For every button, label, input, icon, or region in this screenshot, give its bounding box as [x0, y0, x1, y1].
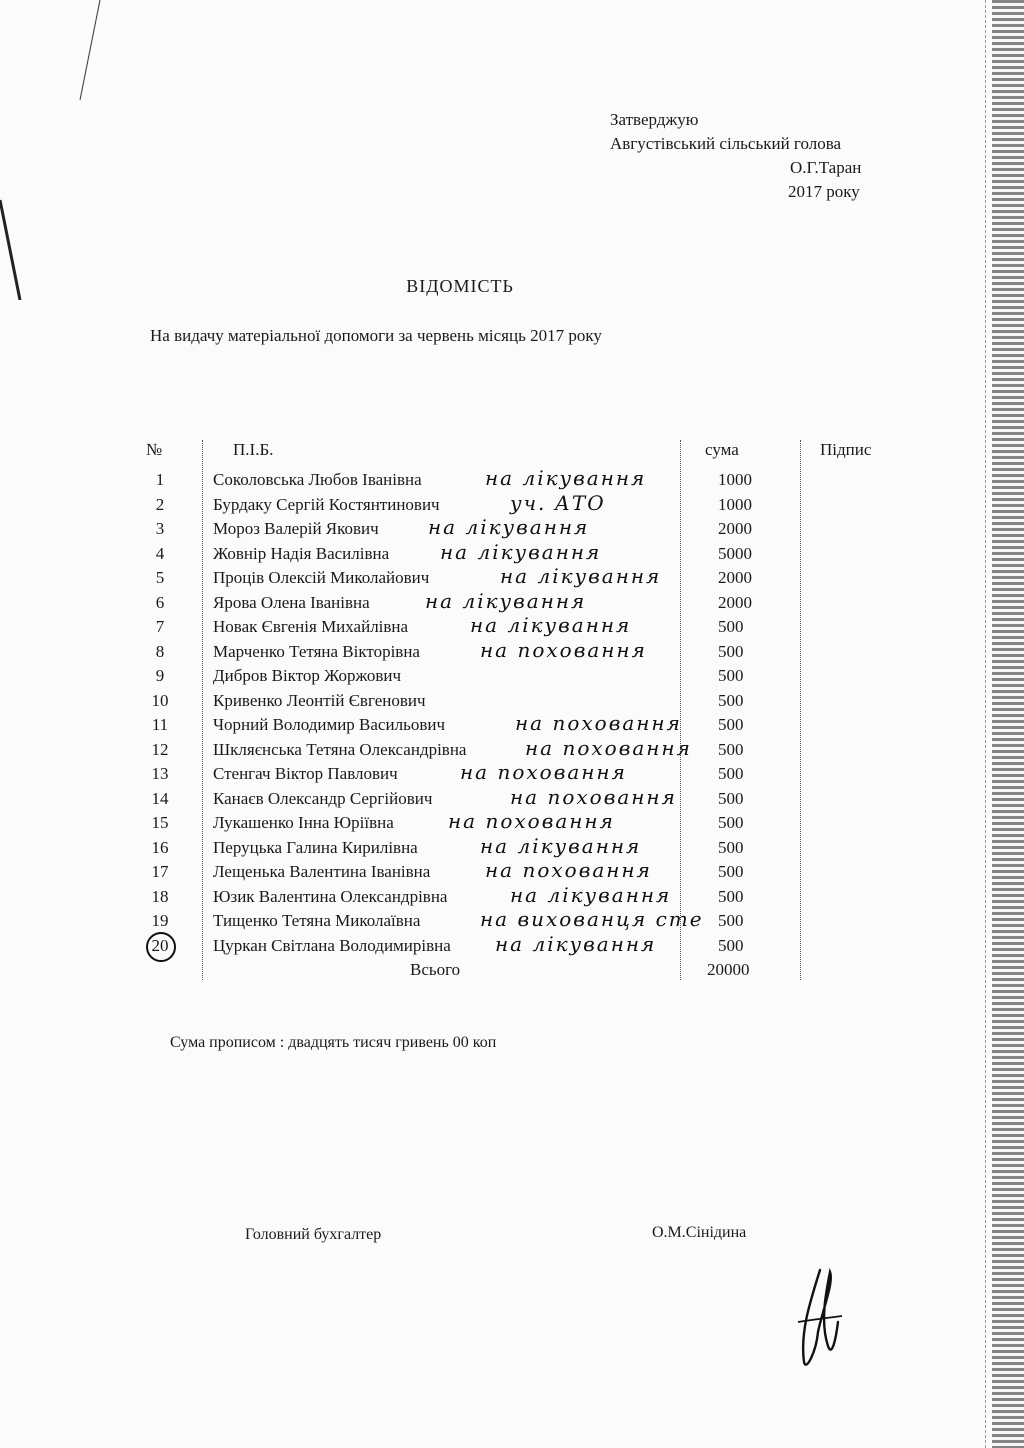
sum-in-words: Сума прописом : двадцять тисяч гривень 00 коп — [170, 1034, 497, 1051]
row-number: 9 — [155, 666, 165, 685]
row-name: Бурдаку Сергій Костянтинович — [213, 494, 440, 514]
row-handwritten-note: на вихованця сте — [480, 907, 704, 931]
row-handwritten-note: на поховання — [510, 784, 677, 809]
row-handwritten-note: на поховання — [448, 809, 615, 833]
row-handwritten-note: на лікування — [440, 539, 602, 564]
scan-edge-line — [985, 0, 988, 1448]
row-number: 13 — [151, 764, 169, 783]
table-row — [140, 666, 900, 690]
row-name: Мороз Валерій Якович — [213, 519, 379, 538]
row-sum: 500 — [718, 617, 744, 636]
row-handwritten-note: на поховання — [525, 735, 692, 760]
row-sum: 500 — [718, 837, 744, 857]
row-name: Дибров Віктор Жоржович — [213, 666, 402, 685]
row-number: 2 — [155, 494, 165, 514]
row-number: 6 — [155, 592, 165, 612]
row-sum: 2000 — [718, 592, 752, 612]
row-sum: 500 — [718, 788, 744, 808]
row-handwritten-note: на лікування — [495, 931, 657, 956]
row-name: Ярова Олена Іванівна — [213, 592, 370, 612]
table-row — [140, 931, 900, 960]
row-sum: 500 — [718, 715, 744, 734]
row-sum: 500 — [718, 690, 744, 710]
row-number: 17 — [151, 862, 169, 881]
row-handwritten-note: на лікування — [428, 515, 590, 539]
row-number: 4 — [155, 543, 165, 563]
total-label: Всього — [410, 960, 461, 979]
row-name: Лещенька Валентина Іванівна — [213, 862, 431, 881]
approval-line-2: Августівський сільський голова — [610, 134, 842, 153]
row-number: 20 — [151, 935, 169, 955]
row-number: 15 — [151, 813, 169, 832]
row-name: Цуркан Світлана Володимирівна — [213, 935, 451, 955]
approval-line-4: 2017 року — [788, 182, 860, 201]
row-name: Перуцька Галина Кирилівна — [213, 837, 418, 857]
header-sign: Підпис — [820, 440, 872, 459]
header-sum: сума — [705, 440, 739, 459]
handwritten-signature — [790, 1262, 850, 1382]
row-name: Тищенко Тетяна Миколаївна — [213, 911, 421, 930]
row-sum: 500 — [718, 935, 744, 955]
row-sum: 500 — [718, 911, 744, 930]
header-name: П.І.Б. — [233, 440, 274, 459]
scan-edge-noise — [992, 0, 1024, 1448]
row-number: 14 — [151, 788, 169, 808]
row-name: Стенгач Віктор Павлович — [213, 764, 398, 783]
document-subtitle: На видачу матеріальної допомоги за червень місяць 2017 року — [150, 326, 602, 345]
row-handwritten-note: на лікування — [425, 588, 587, 613]
approval-line-1: Затверджую — [610, 110, 699, 129]
row-handwritten-note: на поховання — [480, 637, 647, 662]
row-sum: 5000 — [718, 543, 752, 563]
row-number: 10 — [151, 690, 169, 710]
row-number: 12 — [151, 739, 169, 759]
document-title: ВІДОМІСТЬ — [406, 276, 514, 296]
circled-number-mark — [144, 930, 178, 964]
header-num: № — [146, 440, 163, 459]
row-name: Канаєв Олександр Сергійович — [213, 788, 433, 808]
row-handwritten-note: на лікування — [480, 833, 642, 858]
table-row — [140, 637, 900, 666]
row-name: Соколовська Любов Іванівна — [213, 470, 422, 489]
row-sum: 500 — [718, 666, 744, 685]
row-handwritten-note: на лікування — [500, 564, 662, 588]
row-number: 16 — [151, 837, 169, 857]
scan-scratch-marks — [0, 0, 200, 300]
row-name: Юзик Валентина Олександрівна — [213, 886, 448, 906]
row-sum: 500 — [718, 764, 744, 783]
row-sum: 500 — [718, 739, 744, 759]
total-sum: 20000 — [707, 960, 750, 979]
row-name: Новак Євгенія Михайлівна — [213, 617, 409, 636]
row-handwritten-note: на лікування — [485, 466, 647, 490]
approval-block — [610, 108, 910, 204]
row-sum: 2000 — [718, 568, 752, 587]
table-row — [140, 711, 900, 739]
row-sum: 500 — [718, 862, 744, 881]
row-sum: 500 — [718, 813, 744, 832]
approval-line-3: О.Г.Таран — [790, 158, 862, 177]
row-name: Лукашенко Інна Юріївна — [213, 813, 394, 832]
row-handwritten-note: на поховання — [460, 760, 627, 784]
row-handwritten-note: на поховання — [485, 858, 652, 882]
row-number: 11 — [151, 715, 169, 734]
row-number: 3 — [155, 519, 165, 538]
row-name: Чорний Володимир Васильович — [213, 715, 445, 734]
row-number: 18 — [151, 886, 169, 906]
row-number: 19 — [151, 911, 169, 930]
row-handwritten-note: на лікування — [470, 613, 632, 637]
row-sum: 1000 — [718, 494, 752, 514]
row-number: 8 — [155, 641, 165, 661]
row-handwritten-note: на лікування — [510, 882, 672, 907]
row-sum: 2000 — [718, 519, 752, 538]
row-sum: 1000 — [718, 470, 752, 489]
row-name: Проців Олексій Миколайович — [213, 568, 430, 587]
row-handwritten-note: уч. АТО — [510, 490, 606, 515]
row-number: 5 — [155, 568, 165, 587]
row-sum: 500 — [718, 641, 744, 661]
row-name: Марченко Тетяна Вікторівна — [213, 641, 420, 661]
row-name: Кривенко Леонтій Євгенович — [213, 690, 426, 710]
row-sum: 500 — [718, 886, 744, 906]
accountant-role: Головний бухгалтер — [245, 1226, 382, 1243]
row-number: 7 — [155, 617, 165, 636]
row-name: Шкляєнська Тетяна Олександрівна — [213, 739, 467, 759]
row-name: Жовнір Надія Василівна — [213, 543, 390, 563]
row-number: 1 — [155, 470, 165, 489]
row-handwritten-note: на поховання — [515, 711, 682, 735]
accountant-name: О.М.Сінідина — [652, 1224, 747, 1241]
